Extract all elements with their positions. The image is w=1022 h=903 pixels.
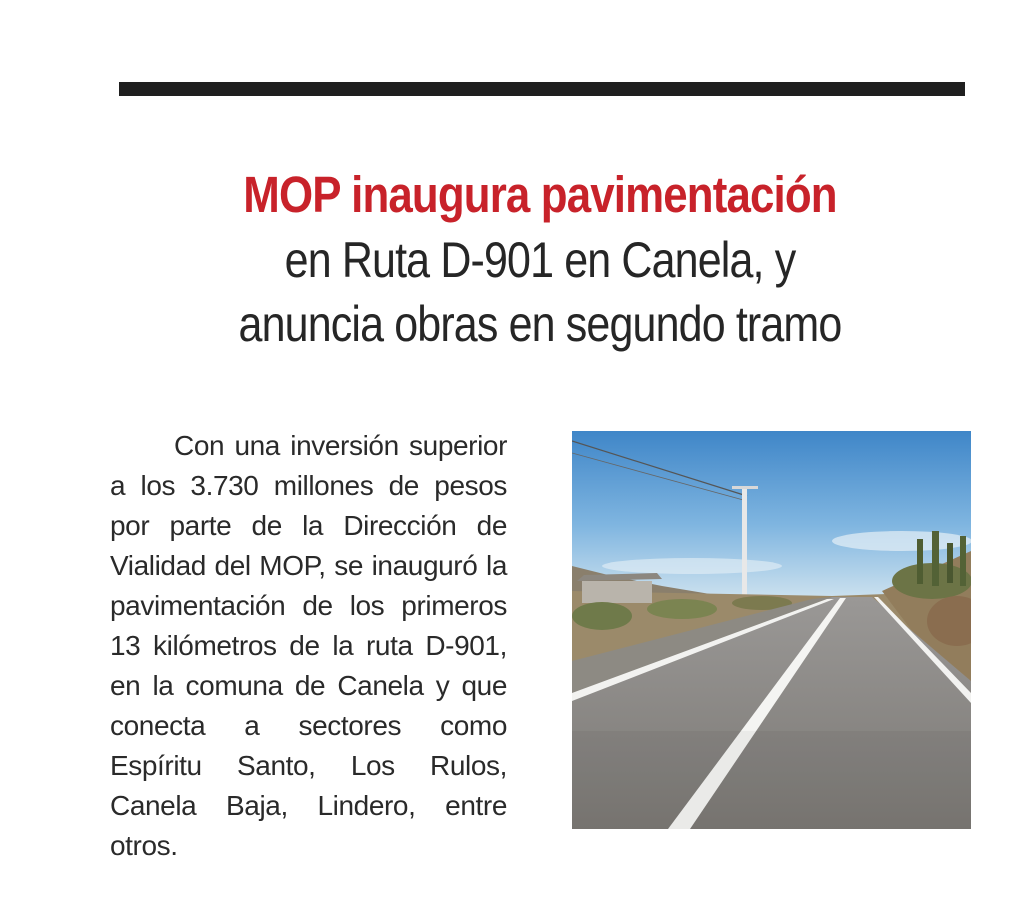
headline-line-3: anuncia obras en segundo tramo bbox=[238, 296, 842, 352]
article-body: Con una inversión superior a los 3.730 millones de pesos por parte de la Dirección de Vialidad del MOP, se inauguró la pavimentación de los primeros 13 kilómetros de la ruta D-901, en la comuna de Canela y que conecta a sectores como Espíritu Santo, Los Rulos, Canela Baja, Lindero, entre otros. bbox=[110, 430, 507, 861]
top-rule bbox=[119, 82, 965, 96]
article-headline bbox=[110, 162, 970, 356]
headline-highlight: MOP inaugura pavimentación bbox=[243, 166, 837, 223]
road-photo bbox=[572, 431, 971, 829]
headline-line-2: en Ruta D-901 en Canela, y bbox=[284, 232, 796, 288]
